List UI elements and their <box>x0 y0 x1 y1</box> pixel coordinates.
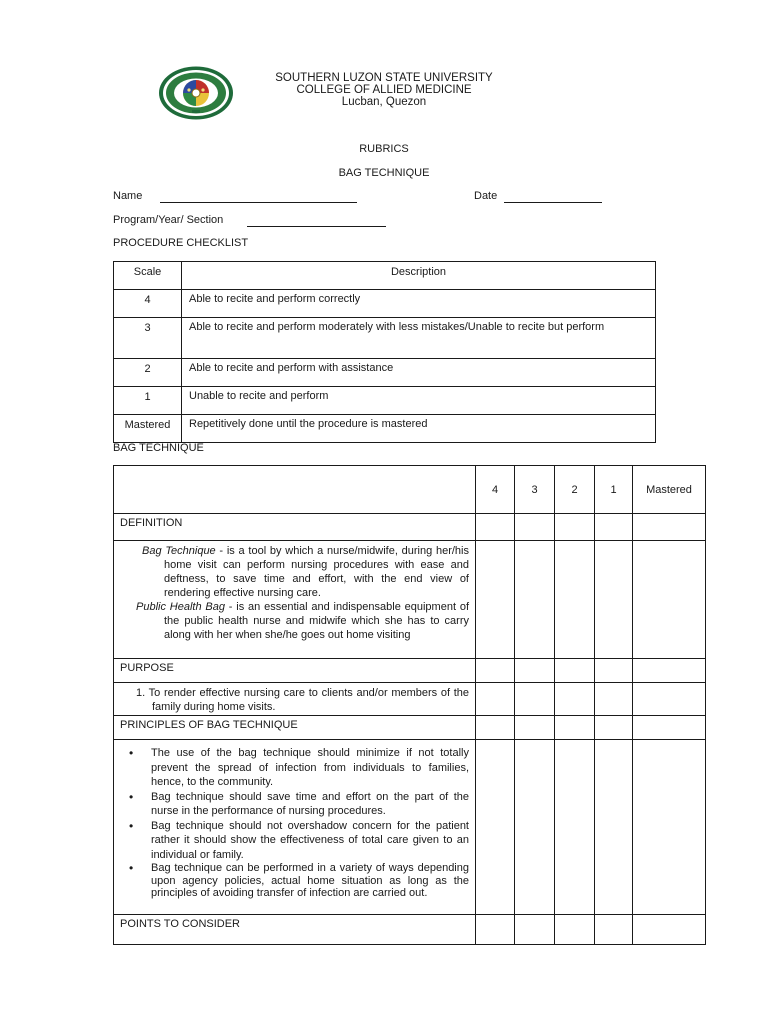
name-field[interactable] <box>160 190 357 203</box>
procedure-checklist-heading: PROCEDURE CHECKLIST <box>113 237 249 249</box>
score-cell[interactable] <box>555 716 595 740</box>
score-cell[interactable] <box>555 514 595 541</box>
col-header-2: 2 <box>555 466 595 514</box>
scale-col-header: Scale <box>114 262 182 290</box>
score-cell[interactable] <box>476 740 515 915</box>
col-header-3: 3 <box>515 466 555 514</box>
scale-description: Unable to recite and perform <box>182 387 656 415</box>
bag-row <box>114 683 706 716</box>
document-title: RUBRICS <box>359 143 409 155</box>
score-cell[interactable] <box>595 915 633 945</box>
score-cell[interactable] <box>633 683 706 716</box>
section-label-points-to-consider: POINTS TO CONSIDER <box>114 915 476 945</box>
section-label-principles: PRINCIPLES OF BAG TECHNIQUE <box>114 716 476 740</box>
score-cell[interactable] <box>633 514 706 541</box>
col-header-1: 1 <box>595 466 633 514</box>
principles-cell <box>114 740 476 915</box>
scale-table <box>113 261 656 443</box>
score-cell[interactable] <box>595 659 633 683</box>
score-cell[interactable] <box>476 683 515 716</box>
score-cell[interactable] <box>555 541 595 659</box>
score-cell[interactable] <box>476 514 515 541</box>
score-cell[interactable] <box>515 683 555 716</box>
name-label: Name <box>113 190 143 202</box>
score-cell[interactable] <box>595 716 633 740</box>
college-name: COLLEGE OF ALLIED MEDICINE <box>296 84 472 96</box>
score-cell[interactable] <box>555 683 595 716</box>
scale-value: 3 <box>114 318 182 359</box>
scale-description: Able to recite and perform with assistance <box>182 359 656 387</box>
scale-row <box>114 387 656 415</box>
term-public-health-bag: Public Health Bag <box>136 601 225 613</box>
score-cell[interactable] <box>595 683 633 716</box>
score-cell[interactable] <box>476 659 515 683</box>
principle-item: • Bag technique should not overshadow concern for the patient rather it should show the effectiveness of total care given to an individual or family. <box>114 819 469 863</box>
score-cell[interactable] <box>515 740 555 915</box>
purpose-number: 1. <box>136 687 146 699</box>
principle-item: • Bag technique should save time and effort on the part of the nurse in the performance of nursing procedures. <box>114 790 469 819</box>
bag-row <box>114 740 706 915</box>
score-cell[interactable] <box>555 915 595 945</box>
score-cell[interactable] <box>515 541 555 659</box>
score-cell[interactable] <box>476 716 515 740</box>
date-label: Date <box>474 190 498 202</box>
scale-description: Able to recite and perform correctly <box>182 290 656 318</box>
score-cell[interactable] <box>515 915 555 945</box>
definitions-cell <box>114 541 476 659</box>
score-cell[interactable] <box>515 716 555 740</box>
section-label-definition: DEFINITION <box>114 514 476 541</box>
section-label-purpose: PURPOSE <box>114 659 476 683</box>
scale-description: Repetitively done until the procedure is mastered <box>182 415 656 443</box>
scale-value: 2 <box>114 359 182 387</box>
score-cell[interactable] <box>633 915 706 945</box>
score-cell[interactable] <box>633 659 706 683</box>
document-subtitle: BAG TECHNIQUE <box>338 167 430 179</box>
col-header-4: 4 <box>476 466 515 514</box>
score-cell[interactable] <box>633 716 706 740</box>
bag-technique-heading: BAG TECHNIQUE <box>113 442 204 454</box>
blank-header-cell <box>114 466 476 514</box>
score-cell[interactable] <box>555 740 595 915</box>
bag-row <box>114 541 706 659</box>
university-name: SOUTHERN LUZON STATE UNIVERSITY <box>275 72 493 84</box>
definition-bag-technique: Bag Technique - is a tool by which a nurse/midwife, during her/his home visit can perform nursing procedures with ease and deftness, to save time and effort, with the end view of rendering effective nursing care. <box>142 545 469 599</box>
score-cell[interactable] <box>515 514 555 541</box>
score-cell[interactable] <box>555 659 595 683</box>
scale-table-header <box>114 262 656 290</box>
score-cell[interactable] <box>476 915 515 945</box>
scale-row <box>114 318 656 359</box>
principle-item: • Bag technique can be performed in a variety of ways depending upon agency policies, actual home situation as long as the principles of avoiding transfer of infection are carried out. <box>114 862 469 900</box>
bag-row <box>114 659 706 683</box>
principles-list <box>114 746 469 900</box>
score-cell[interactable] <box>595 740 633 915</box>
score-cell[interactable] <box>595 541 633 659</box>
scale-row <box>114 415 656 443</box>
score-cell[interactable] <box>633 740 706 915</box>
scale-value: 4 <box>114 290 182 318</box>
bag-technique-table <box>113 465 706 945</box>
col-header-mastered: Mastered <box>633 466 706 514</box>
definition-public-health-bag: Public Health Bag - is an essential and indispensable equipment of the public health nurse and midwife which she has to carry along with her when she/he goes out home visiting <box>136 601 469 641</box>
purpose-item <box>136 686 469 714</box>
college-location: Lucban, Quezon <box>341 96 427 108</box>
score-cell[interactable] <box>476 541 515 659</box>
purpose-text: To render effective nursing care to clients and/or members of the family during home visits. <box>148 687 469 713</box>
program-label: Program/Year/ Section <box>113 214 224 226</box>
score-cell[interactable] <box>595 514 633 541</box>
scale-value: Mastered <box>114 415 182 443</box>
date-field[interactable] <box>504 190 602 203</box>
scale-row <box>114 290 656 318</box>
term-bag-technique: Bag Technique <box>142 545 216 557</box>
principle-item: • The use of the bag technique should minimize if not totally prevent the spread of infection from individuals to families, hence, to the community. <box>114 746 469 790</box>
scale-description: Able to recite and perform moderately with less mistakes/Unable to recite but perform <box>182 318 656 359</box>
description-col-header: Description <box>182 262 656 290</box>
scale-row <box>114 359 656 387</box>
scale-value: 1 <box>114 387 182 415</box>
program-field[interactable] <box>247 214 386 227</box>
score-cell[interactable] <box>515 659 555 683</box>
bag-row <box>114 514 706 541</box>
bag-row <box>114 915 706 945</box>
score-cell[interactable] <box>633 541 706 659</box>
bag-row <box>114 716 706 740</box>
bag-table-header <box>114 466 706 514</box>
purpose-cell <box>114 683 476 716</box>
